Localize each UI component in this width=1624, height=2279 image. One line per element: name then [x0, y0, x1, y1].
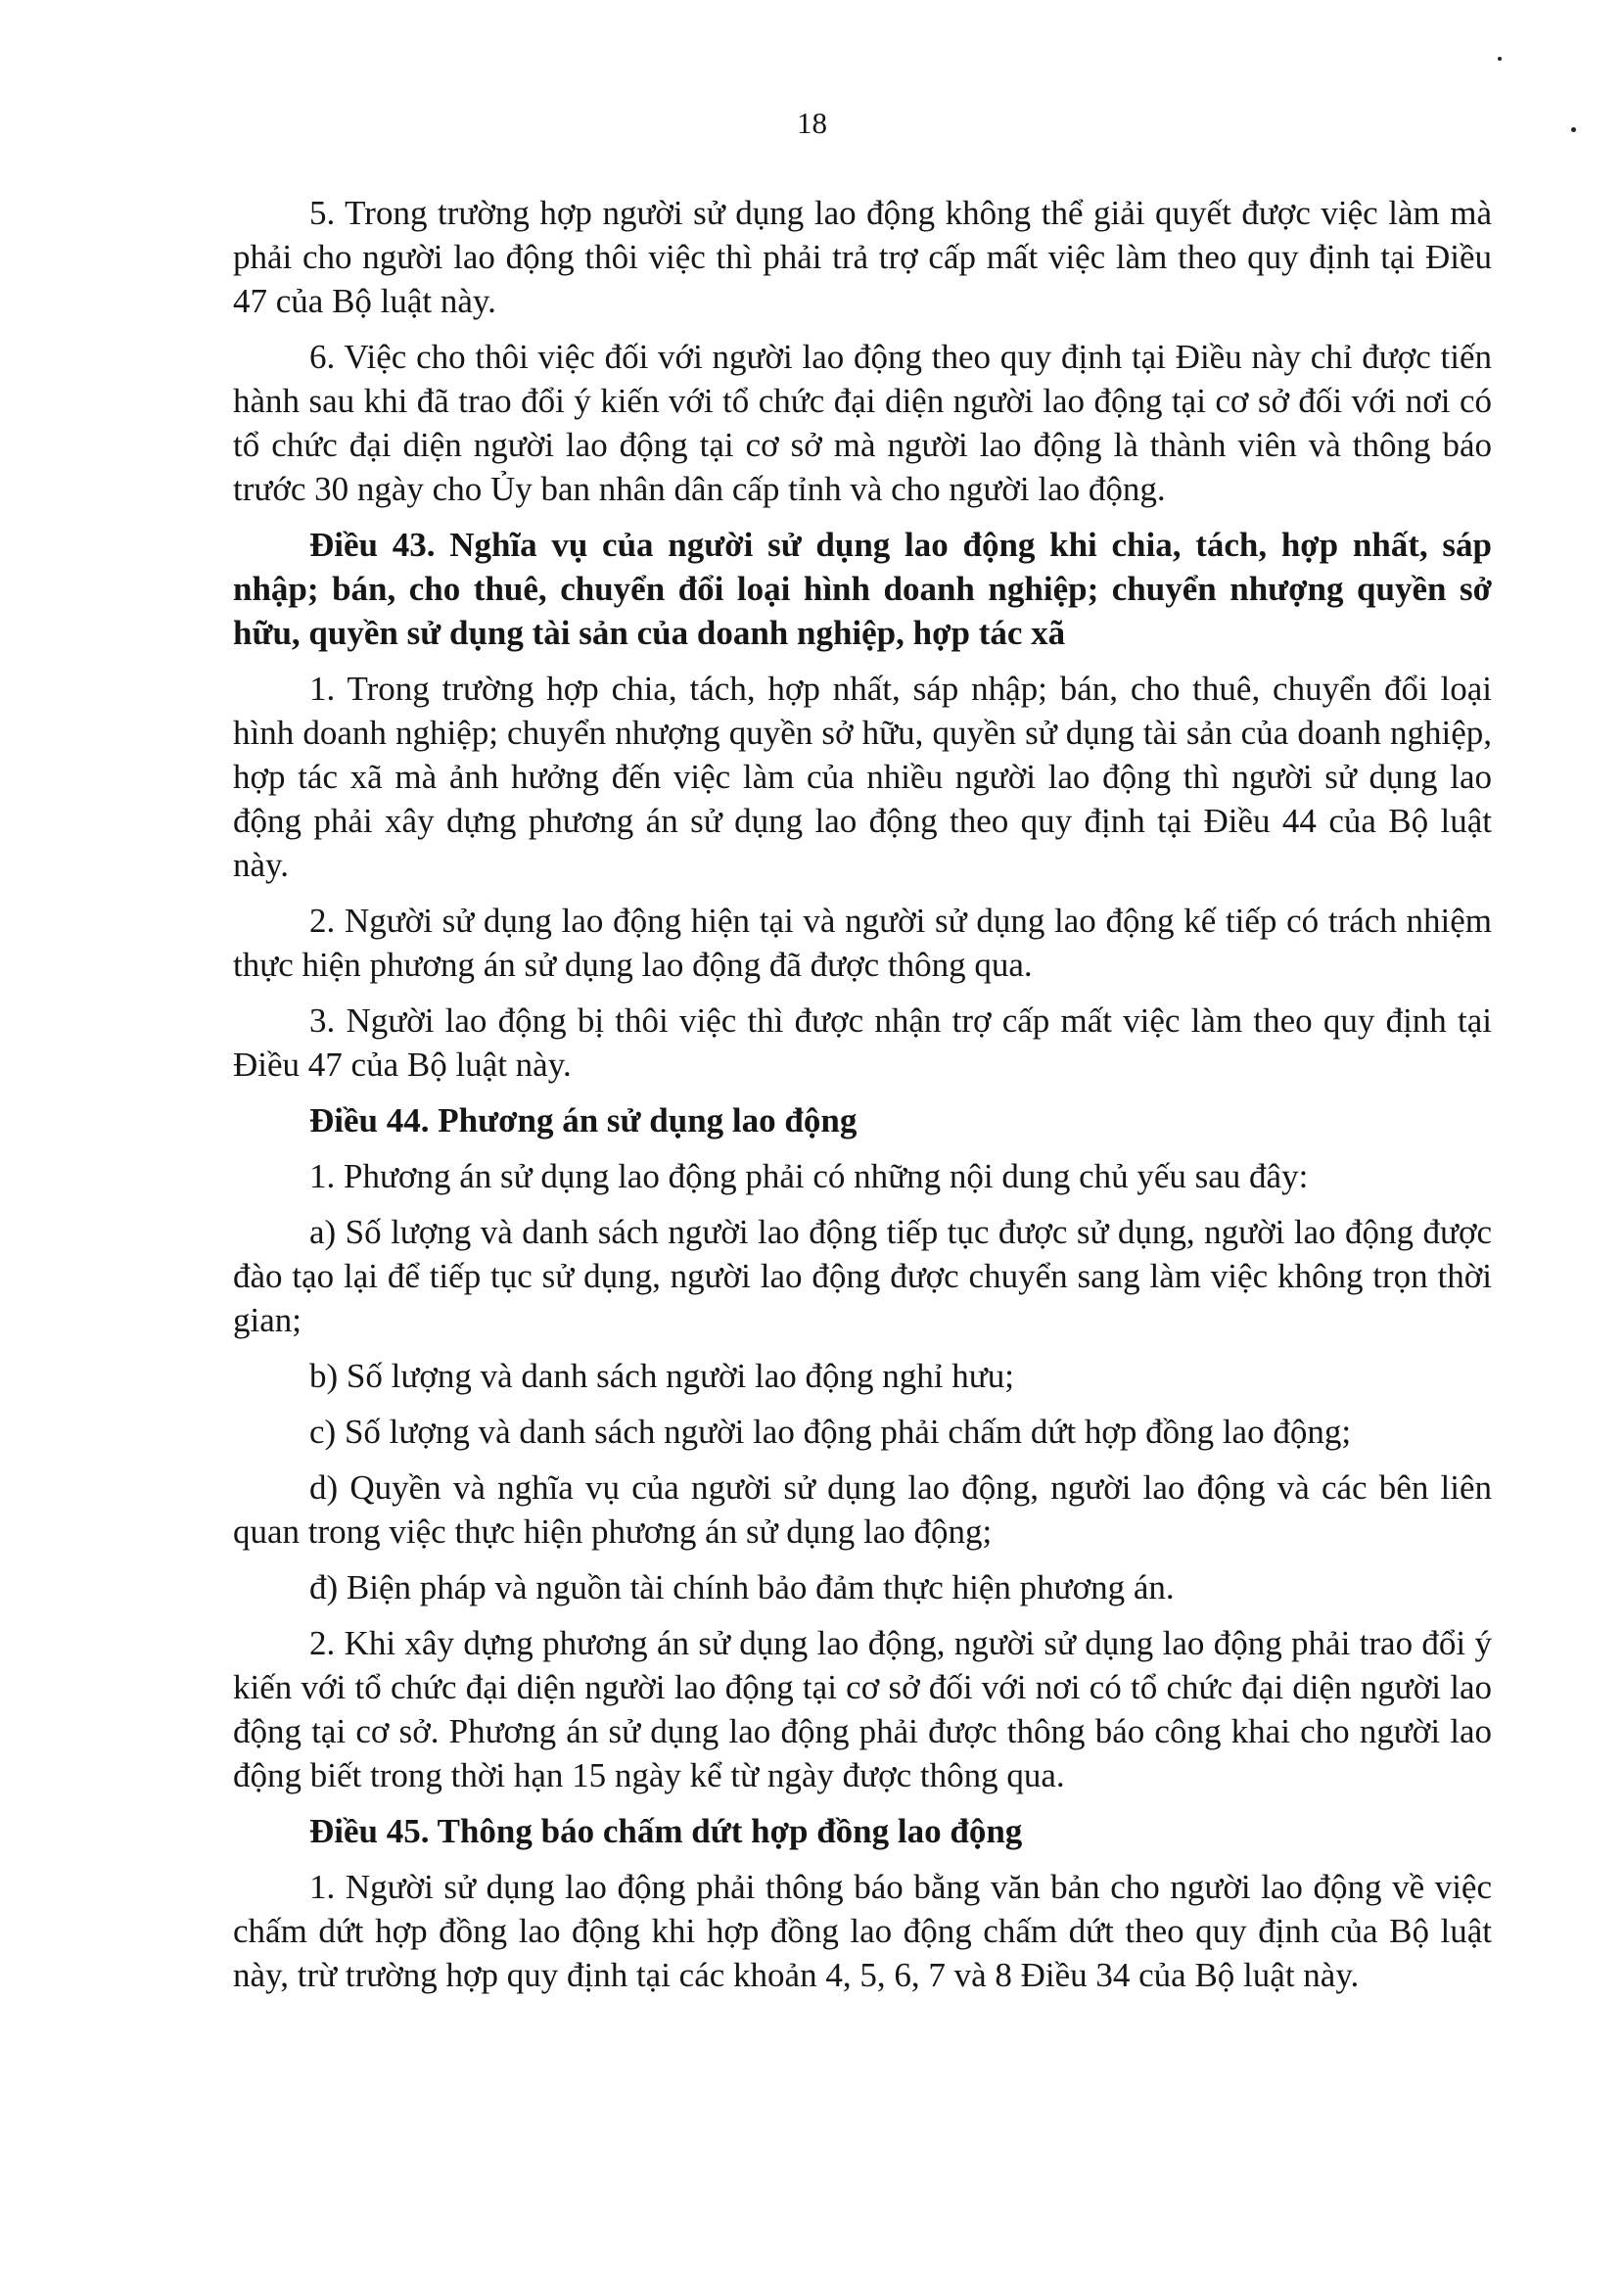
clause-44-1-c: c) Số lượng và danh sách người lao động phải chấm dứt hợp đồng lao động; [309, 1413, 1352, 1451]
page-number: 18 [797, 106, 827, 140]
clause-42-5: 5. Trong trường hợp người sử dụng lao động không thể giải quyết được việc làm mà phải cho người lao động thôi việc thì phải trả trợ cấp mất việc làm theo quy định tại Điều 47 của Bộ luật này. [233, 194, 1492, 320]
clause-43-1: 1. Trong trường hợp chia, tách, hợp nhất, sáp nhập; bán, cho thuê, chuyển đổi loại hình doanh nghiệp; chuyển nhượng quyền sở hữu, quyền sử dụng tài sản của doanh nghiệp, hợp tác xã mà ảnh hưởng đến việc làm của nhiều người lao động thì người sử dụng lao động phải xây dựng phương án sử dụng lao động theo quy định tại Điều 44 của Bộ luật này. [233, 670, 1492, 884]
clause-44-1: 1. Phương án sử dụng lao động phải có những nội dung chủ yếu sau đây: [309, 1157, 1309, 1195]
clause-44-1-dd: đ) Biện pháp và nguồn tài chính bảo đảm thực hiện phương án. [309, 1568, 1175, 1606]
clause-44-2: 2. Khi xây dựng phương án sử dụng lao động, người sử dụng lao động phải trao đổi ý kiến với tổ chức đại diện người lao động tại cơ sở đối với nơi có tổ chức đại diện người lao động tại cơ sở. Phương án sử dụng lao động phải được thông báo công khai cho người lao động biết trong thời hạn 15 ngày kể từ ngày được thông qua. [233, 1624, 1492, 1794]
clause-42-6: 6. Việc cho thôi việc đối với người lao động theo quy định tại Điều này chỉ được tiến hành sau khi đã trao đổi ý kiến với tổ chức đại diện người lao động tại cơ sở đối với nơi có tổ chức đại diện người lao động tại cơ sở mà người lao động là thành viên và thông báo trước 30 ngày cho Ủy ban nhân dân cấp tỉnh và cho người lao động. [233, 338, 1492, 508]
article-43-heading: Điều 43. Nghĩa vụ của người sử dụng lao động khi chia, tách, hợp nhất, sáp nhập; bán, cho thuê, chuyển đổi loại hình doanh nghiệp; chuyển nhượng quyền sở hữu, quyền sử dụng tài sản của doanh nghiệp, hợp tác xã [233, 526, 1492, 652]
clause-44-1-d: d) Quyền và nghĩa vụ của người sử dụng lao động, người lao động và các bên liên quan trong việc thực hiện phương án sử dụng lao động; [233, 1468, 1492, 1551]
clause-44-1-a: a) Số lượng và danh sách người lao động tiếp tục được sử dụng, người lao động được đào tạo lại để tiếp tục sử dụng, người lao động được chuyển sang làm việc không trọn thời gian; [233, 1213, 1492, 1339]
clause-45-1: 1. Người sử dụng lao động phải thông báo bằng văn bản cho người lao động về việc chấm dứt hợp đồng lao động khi hợp đồng lao động chấm dứt theo quy định của Bộ luật này, trừ trường hợp quy định tại các khoản 4, 5, 6, 7 và 8 Điều 34 của Bộ luật này. [233, 1868, 1492, 1994]
article-45-heading: Điều 45. Thông báo chấm dứt hợp đồng lao động [309, 1812, 1023, 1850]
scan-speck [1498, 57, 1502, 61]
clause-44-1-b: b) Số lượng và danh sách người lao động nghỉ hưu; [309, 1357, 1014, 1395]
document-body [233, 191, 1492, 2009]
clause-43-2: 2. Người sử dụng lao động hiện tại và người sử dụng lao động kế tiếp có trách nhiệm thực hiện phương án sử dụng lao động đã được thông qua. [233, 902, 1492, 984]
article-44-heading: Điều 44. Phương án sử dụng lao động [309, 1101, 858, 1140]
clause-43-3: 3. Người lao động bị thôi việc thì được nhận trợ cấp mất việc làm theo quy định tại Điều 47 của Bộ luật này. [233, 1001, 1492, 1084]
